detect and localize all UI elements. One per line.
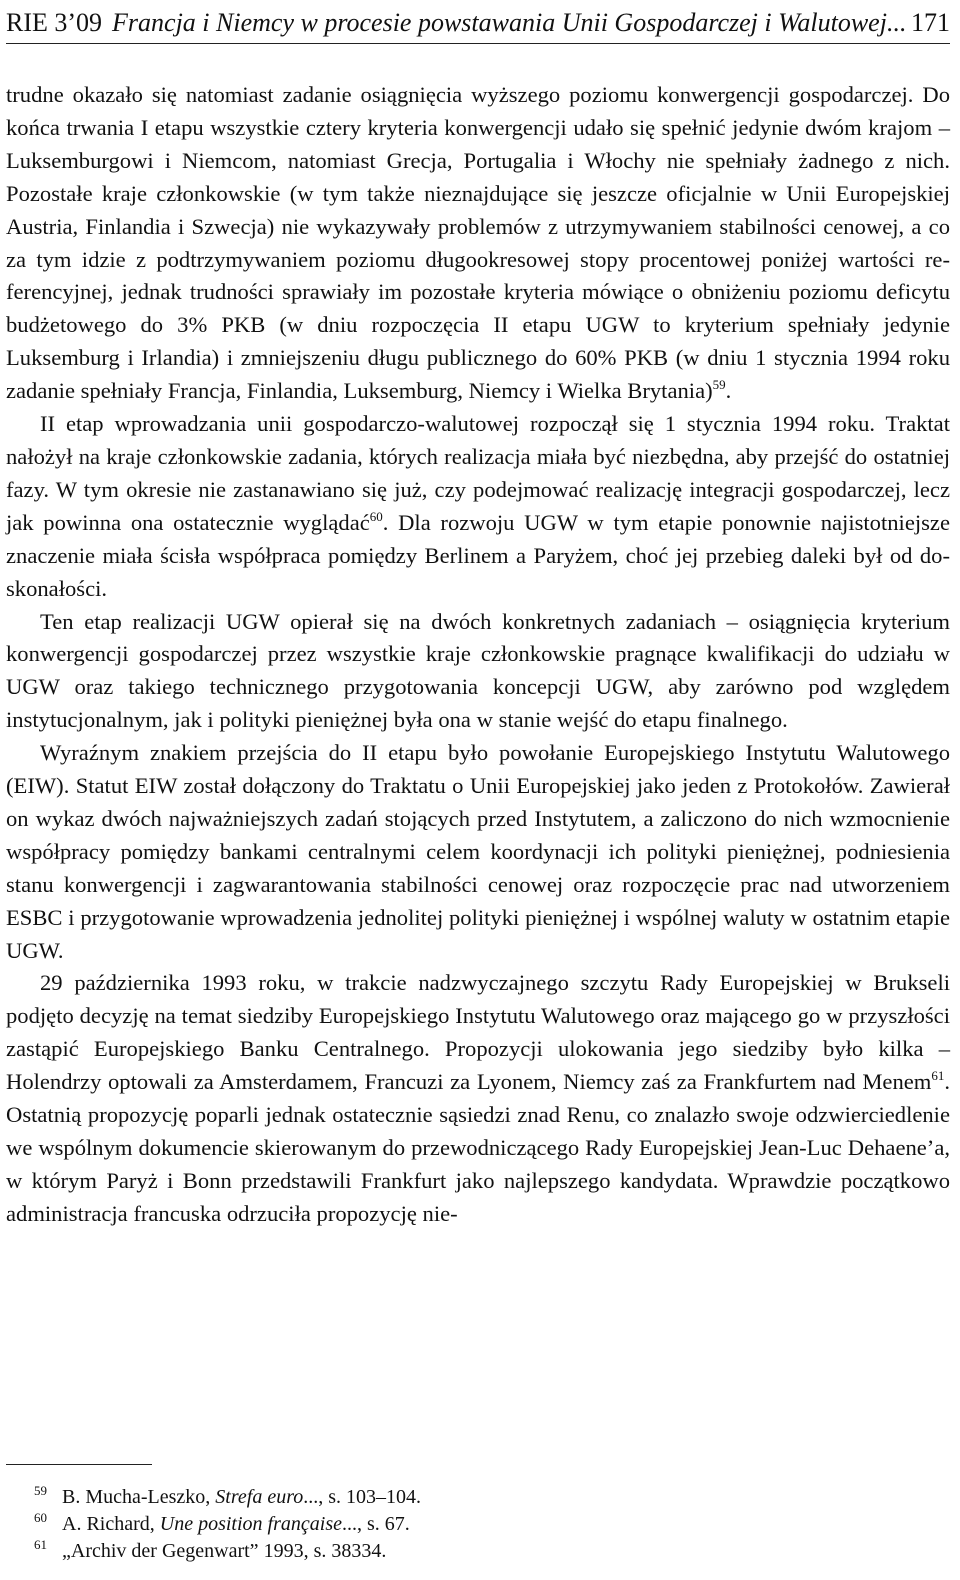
journal-issue: RIE 3’09 [6,8,103,37]
footnote-61 [6,1538,950,1565]
footnote-number: 61 [34,1537,47,1552]
paragraph-4-text: Wyraźnym znakiem przejścia do II etapu było powołanie Europejskiego Instytutu Walutowego (EIW). Statut EIW został dołączony do Traktatu o Unii Europejskiej jako jeden z Protokołów. Zawierał on wykaz dwóch najważniejszych zadań stojących przed Instytutem, a zaliczono do nich wzmocnienie współpracy pomiędzy bankami centralnymi celem koordynacji ich polityki pieniężnej, podniesienia stanu konwergencji i zagwarantowania stabilności cenowej oraz rozpoczęcie prac nad utworzeniem ESBC i przygotowanie wprowadzenia jednolitej polityki pieniężnej i wspólnej waluty w ostatnim etapie UGW. [6,740,950,963]
footnote-number: 60 [34,1510,47,1525]
footnote-ref-59[interactable]: 59 [712,377,726,393]
paragraph-4 [6,737,950,967]
paragraph-1-text: trudne okazało się natomiast zadanie osiągnięcia wyższego poziomu konwergencji gospodarczej. Do końca trwania I etapu wszystkie cztery kryteria konwergencji udało się spełnić jedynie dwóm krajom – Luksemburgowi i Niemcom, natomiast Grecja, Portugalia i Włochy nie spełniały żadnego z nich. Pozostałe kraje członkowskie (w tym także nieznajdujące się jeszcze oficjalnie w Unii Europejskiej Austria, Finlandia i Szwecja) nie wykazywały problemów z utrzymywaniem stabilności cenowej, a co za tym idzie z podtrzymywaniem poziomu długookresowej stopy procentowej poniżej wartości referencyjnej, jednak trudności sprawiały im pozostałe kryteria mówiące o obniżeniu poziomu deficytu budżetowego do 3% PKB (w dniu rozpoczęcia II etapu UGW to kryterium spełniały jedynie Luksemburg i Irlandia) i zmniejszeniu długu publicznego do 60% PKB (w dniu 1 stycznia 1994 roku zadanie spełniały Francja, Finlandia, Luksemburg, Niemcy i Wielka Brytania) [6,82,950,404]
paragraph-3 [6,606,950,738]
footnotes [6,1484,950,1565]
running-title: Francja i Niemcy w procesie powstawania Unii Gospodarczej i Walutowej... [112,8,907,37]
paragraph-5-tail: . Ostatnią propozycję poparli jednak ostatecznie sąsiedzi znad Renu, co znalazło swoje odzwierciedlenie we wspólnym dokumencie skierowanym do przewodniczącego Rady Europejskiej Jean-Luc Dehaene’a, w którym Paryż i Bonn przedstawili Frankfurt jako najlepszego kandydata. Wprawdzie początkowo administracja francuska odrzuciła propozycję nie- [6,1069,950,1226]
paragraph-3-text: Ten etap realizacji UGW opierał się na dwóch konkretnych zadaniach – osiągnięcia kryterium konwergencji gospodarczej przez wszystkie kraje członkowskie pragnące kwalifikacji do udziału w UGW oraz takiego technicznego przygotowania koncepcji UGW, aby zarówno pod względem instytucjonalnym, jak i polityki pieniężnej była ona w stanie wejść do etapu finalnego. [6,608,950,733]
paragraph-1-tail: . [725,378,732,404]
footnote-text: „Archiv der Gegenwart” 1993, s. 38334. [62,1540,387,1562]
footnote-text: B. Mucha-Leszko, [62,1486,216,1508]
footnote-number: 59 [34,1483,47,1498]
footnote-text-tail: ..., s. 103–104. [303,1486,422,1508]
footnote-60 [6,1511,950,1538]
paragraph-1 [6,79,950,408]
paragraph-2 [6,408,950,605]
footnote-title: Strefa euro [215,1486,304,1508]
footnote-59 [6,1484,950,1511]
paragraph-2-text: II etap wprowadzania unii gospodarczo-walutowej rozpoczął się 1 stycznia 1994 roku. Traktat nałożył na kraje członkowskie zadania, których realizacja miała być niezbędna, aby przejść do ostatniej fazy. W tym okresie nie zastanawiano się już, czy podejmować realizację integracji gospodarczej, lecz jak powinna ona ostatecznie wyglądać [6,411,950,535]
footnote-text-tail: ..., s. 67. [341,1513,410,1535]
footnote-title: Une position française [159,1513,342,1535]
page-number: 171 [911,8,950,37]
paragraph-2-tail: . Dla rozwoju UGW w tym etapie ponownie najistotniejsze znaczenie miała ścisła współpraca pomiędzy Berlinem a Paryżem, choć jej przebieg daleki był od doskonałości. [6,509,950,601]
running-header [6,2,950,44]
footnote-ref-61[interactable]: 61 [931,1068,945,1084]
footnote-text: A. Richard, [62,1513,160,1535]
footnote-ref-60[interactable]: 60 [369,508,383,524]
paragraph-5 [6,967,950,1230]
body-text [6,79,950,1231]
footnote-separator [6,1464,152,1465]
paragraph-5-text: 29 października 1993 roku, w trakcie nadzwyczajnego szczytu Rady Europejskiej w Brukseli podjęto decyzję na temat siedziby Europejskiego Instytutu Walutowego oraz mającego go w przyszłości zastąpić Europejskiego Banku Centralnego. Propozycji ulokowania jego siedziby było kilka – Holendrzy optowali za Amsterdamem, Francuzi za Lyonem, Niemcy zaś za Frankfurtem nad Menem [6,970,950,1095]
